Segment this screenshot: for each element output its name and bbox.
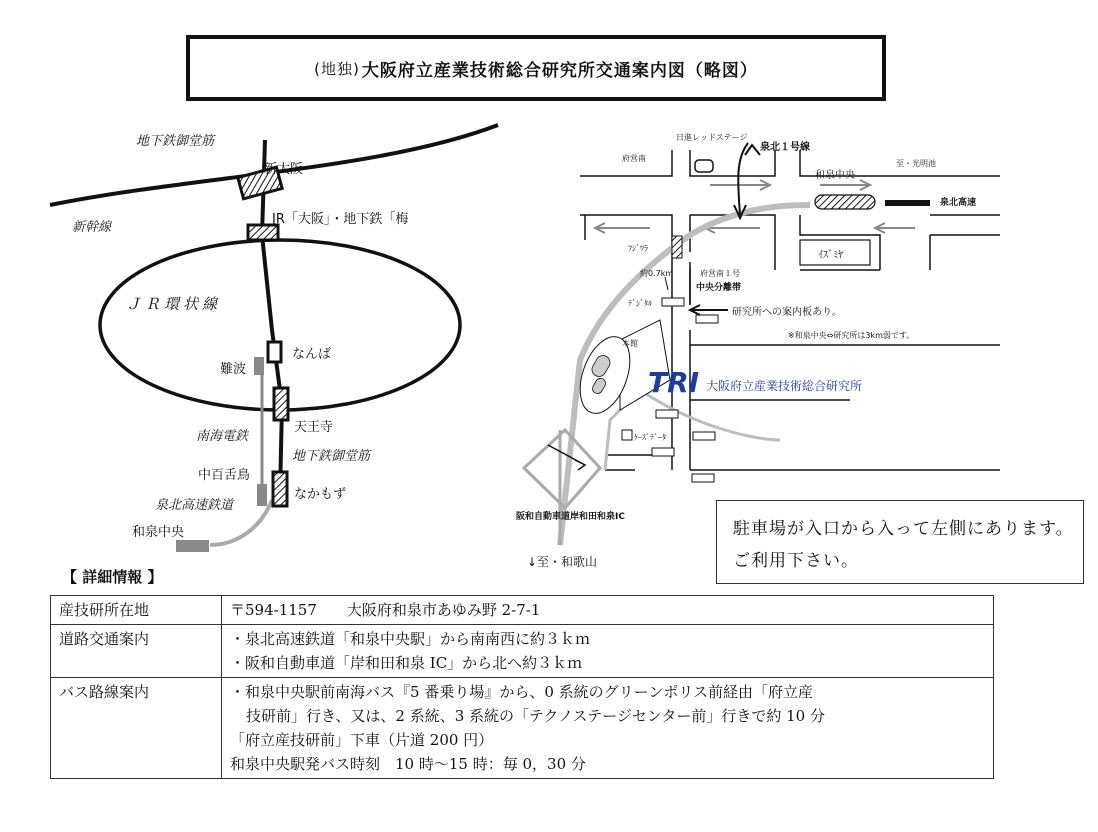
details-table (50, 595, 994, 779)
row-label: 産技研所在地 (51, 596, 222, 625)
road-line-2: ・阪和自動車道「岸和田和泉 IC」から北へ約３ｋｍ (230, 654, 583, 672)
row-content (222, 625, 994, 678)
label-midosuji-bottom: 地下鉄御堂筋 (292, 449, 371, 464)
label-izumiya: ｲｽﾞﾐﾔ (818, 250, 843, 261)
label-nissin: 日進レッドステージ (676, 133, 748, 142)
label-to-komyo: 至・光明池 (896, 159, 936, 168)
label-shin-osaka: 新大阪 (264, 162, 304, 177)
label-nakamozu-kanji: 中百舌鳥 (198, 468, 251, 483)
label-fuei-left: 府営南 (622, 154, 646, 163)
bus-line-2: 技研前」行き、又は、2 系統、3 系統の「テクノステージセンター前」行きで約 10 分 (246, 707, 825, 725)
label-dist-note: ※和泉中央⇔研究所は3km弱です。 (788, 331, 915, 340)
label-senboku: 泉北高速鉄道 (155, 498, 234, 513)
label-hanwa-ic: 阪和自動車道岸和田和泉IC (516, 512, 625, 522)
table-row (51, 625, 994, 678)
label-senboku1: 泉北１号線 (760, 142, 810, 153)
label-tennoji: 天王寺 (294, 420, 334, 435)
label-fujiwara: ﾌｼﾞﾜﾗ (628, 244, 648, 253)
label-namba-kana: なんば (292, 347, 332, 362)
title-prefix: (地独) (314, 59, 360, 78)
label-shinkansen: 新幹線 (72, 220, 112, 235)
label-base-data: ｹｰｽﾞﾃﾞｰﾀ (634, 433, 666, 442)
label-namba-kanji: 難波 (220, 362, 247, 377)
row-label: 道路交通案内 (51, 625, 222, 678)
table-row (51, 596, 994, 625)
details-heading: 【 詳細情報 】 (62, 568, 163, 586)
row-content (222, 596, 994, 625)
title-main: 大阪府立産業技術総合研究所交通案内図（略図） (361, 60, 758, 81)
label-dist: 約0.7km (640, 269, 674, 278)
label-chuo-bunritai: 中央分離帯 (696, 283, 742, 293)
bus-line-1: ・和泉中央駅前南海バス『5 番乗り場』から、0 系統のグリーンポリス前経由「府立産 (230, 683, 814, 701)
label-honkan: 本館 (622, 339, 638, 348)
parking-note: 駐車場が入口から入って左側にあります。ご利用下さい。 (716, 500, 1084, 584)
label-midosuji-top: 地下鉄御堂筋 (136, 134, 215, 149)
label-jr-kanjo: ＪＲ環状線 (126, 295, 222, 313)
bus-line-3: 「府立産技研前」下車（片道 200 円） (230, 731, 494, 749)
tri-logo-text: TRI (648, 366, 700, 399)
row-label: バス路線案内 (51, 678, 222, 779)
address-line: 〒594-1157 大阪府和泉市あゆみ野 2-7-1 (230, 601, 541, 619)
table-row (51, 678, 994, 779)
label-senboku-kosoku: 泉北高速 (940, 198, 977, 208)
label-izumichuo-st: 和泉中央 (815, 170, 855, 181)
label-fuei-minami1: 府営南１号 (700, 269, 740, 278)
label-sign-note: 研究所への案内板あり。 (732, 307, 842, 318)
bus-line-4: 和泉中央駅発バス時刻 10 時～15 時：毎 0，30 分 (230, 755, 586, 773)
label-nankai: 南海電鉄 (196, 429, 249, 444)
label-nakamozu-kana: なかもず (294, 487, 347, 502)
row-content (222, 678, 994, 779)
label-institute: 大阪府立産業技術総合研究所 (706, 379, 863, 393)
road-line-1: ・泉北高速鉄道「和泉中央駅」から南南西に約３ｋｍ (230, 630, 591, 648)
label-jr-osaka: JR「大阪」・地下鉄「梅 (272, 212, 409, 227)
label-digital: ﾃﾞｼﾞﾀﾙ (628, 299, 652, 308)
label-to-wakayama: ↓至・和歌山 (527, 555, 598, 569)
label-izumichuo: 和泉中央 (132, 525, 185, 540)
